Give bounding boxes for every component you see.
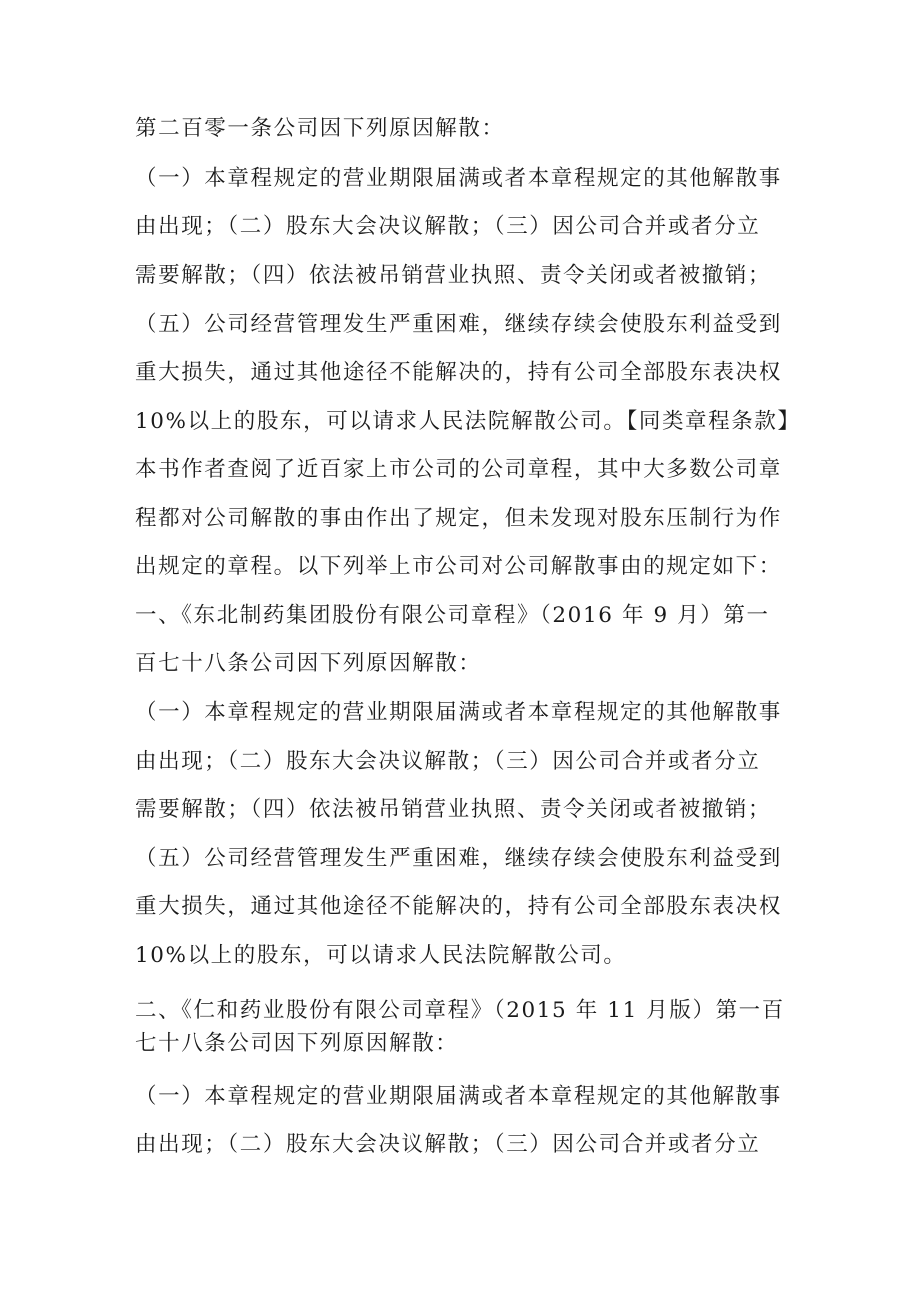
text-line: （一）本章程规定的营业期限届满或者本章程规定的其他解散事 <box>135 700 782 725</box>
text-line: 程都对公司解散的事由作出了规定，但未发现对股东压制行为作 <box>135 506 782 531</box>
text-line: 10%以上的股东，可以请求人民法院解散公司。【同类章程条款】 <box>135 409 801 434</box>
text-line: 由出现；（二）股东大会决议解散；（三）因公司合并或者分立 <box>135 749 761 774</box>
text-line: 第二百零一条公司因下列原因解散： <box>135 116 505 141</box>
text-line: 二、《仁和药业股份有限公司章程》（2015 年 11 月版）第一百 <box>135 998 785 1023</box>
text-line: （一）本章程规定的营业期限届满或者本章程规定的其他解散事 <box>135 1084 782 1109</box>
text-line: 重大损失，通过其他途径不能解决的，持有公司全部股东表决权 <box>135 360 782 385</box>
text-line: 由出现；（二）股东大会决议解散；（三）因公司合并或者分立 <box>135 214 761 239</box>
text-line: 本书作者查阅了近百家上市公司的公司章程，其中大多数公司章 <box>135 457 782 482</box>
text-line: 百七十八条公司因下列原因解散： <box>135 651 482 676</box>
text-line: 重大损失，通过其他途径不能解决的，持有公司全部股东表决权 <box>135 894 782 919</box>
text-line: 由出现；（二）股东大会决议解散；（三）因公司合并或者分立 <box>135 1132 761 1157</box>
text-line: 10%以上的股东，可以请求人民法院解散公司。 <box>135 943 627 968</box>
text-line: （五）公司经营管理发生严重困难，继续存续会使股东利益受到 <box>135 312 782 337</box>
text-line: 一、《东北制药集团股份有限公司章程》（2016 年 9 月）第一 <box>135 603 770 628</box>
text-line: 需要解散；（四）依法被吊销营业执照、责令关闭或者被撤销； <box>135 263 772 288</box>
text-line: 七十八条公司因下列原因解散： <box>135 1031 459 1056</box>
text-line: （一）本章程规定的营业期限届满或者本章程规定的其他解散事 <box>135 166 782 191</box>
text-line: 出规定的章程。以下列举上市公司对公司解散事由的规定如下： <box>135 554 782 579</box>
text-line: 需要解散；（四）依法被吊销营业执照、责令关闭或者被撤销； <box>135 797 772 822</box>
text-line: （五）公司经营管理发生严重困难，继续存续会使股东利益受到 <box>135 846 782 871</box>
